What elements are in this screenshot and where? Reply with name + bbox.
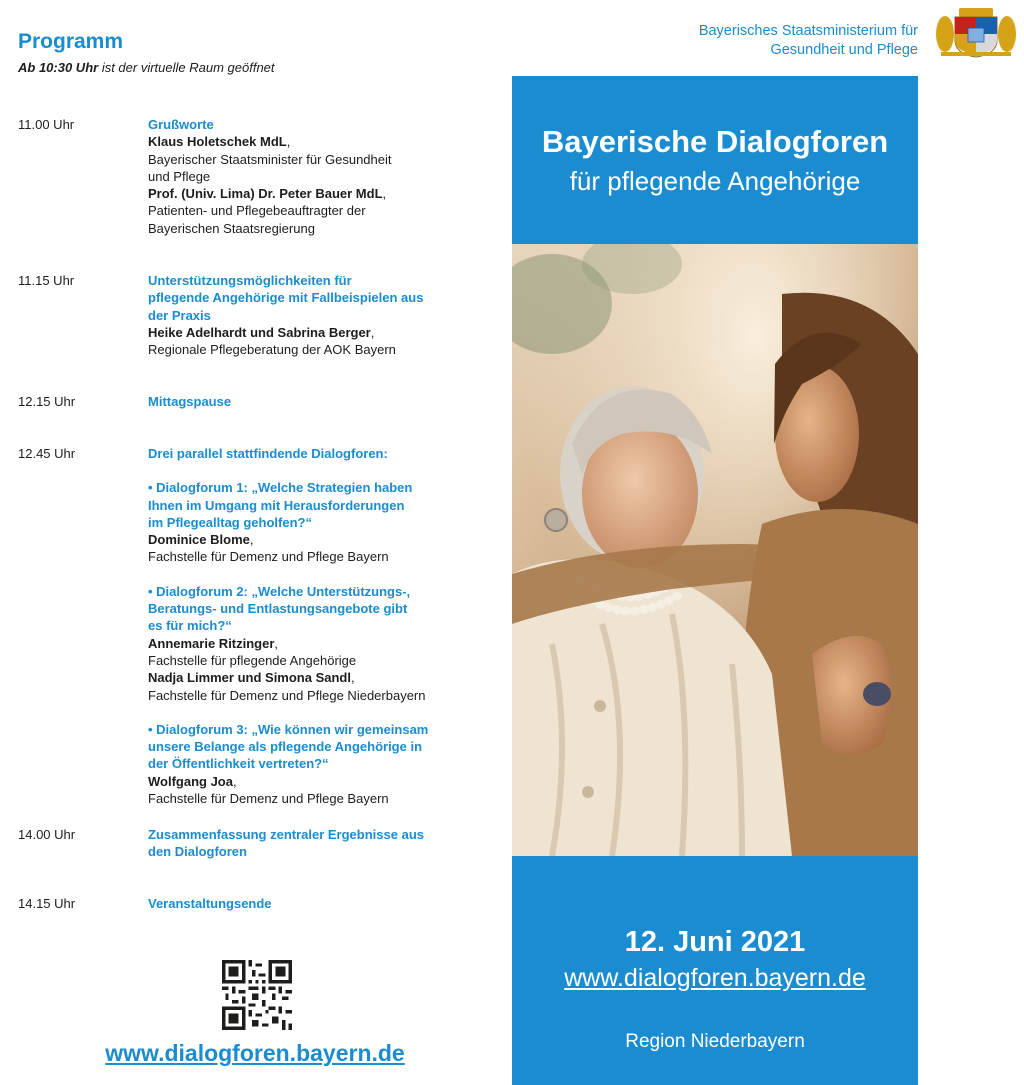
speaker-name: Wolfgang Joa [148, 773, 233, 789]
speaker-role: Bayerischen Staatsregierung [148, 220, 315, 236]
speaker-role: und Pflege [148, 168, 211, 184]
forum-title: Ihnen im Umgang mit Herausforderungen [148, 497, 405, 513]
bavarian-coat-of-arms-icon [933, 6, 1019, 58]
item-title: Grußworte [148, 117, 214, 132]
panel-title: Bayerische Dialogforen [541, 124, 889, 159]
time-label: 12.45 Uhr [18, 446, 76, 461]
speaker-role: Fachstelle für Demenz und Pflege Niederbayern [148, 687, 426, 703]
speaker-name: Heike Adelhardt und Sabrina Berger [148, 324, 371, 340]
panel-link[interactable]: www.dialogforen.bayern.de [564, 964, 866, 992]
speaker-name: Annemarie Ritzinger [148, 635, 275, 651]
footer-link[interactable]: www.dialogforen.bayern.de [105, 1040, 405, 1066]
item-title: der Praxis [148, 307, 211, 323]
event-date: 12. Juni 2021 [624, 926, 806, 958]
forum-title: der Öffentlichkeit vertreten?“ [148, 756, 329, 772]
speaker-role: Fachstelle für Demenz und Pflege Bayern [148, 791, 389, 807]
item-title: den Dialogforen [148, 844, 247, 860]
program-subtitle [18, 60, 275, 75]
ministry-line: Bayerisches Staatsministerium für [698, 23, 918, 39]
item-title: Veranstaltungsende [148, 896, 272, 911]
opening-time: Ab 10:30 Uhr [18, 60, 99, 75]
caregiver-photo [512, 244, 918, 856]
speaker-name: Dominice Blome [148, 532, 250, 548]
item-title: pflegende Angehörige mit Fallbeispielen aus [148, 290, 424, 306]
date-panel [512, 856, 918, 1085]
program-title: Programm [18, 30, 124, 53]
speaker-name: Nadja Limmer und Simona Sandl [148, 670, 351, 686]
item-title: Unterstützungsmöglichkeiten für [148, 273, 352, 288]
title-panel [512, 76, 918, 244]
forum-title: unsere Belange als pflegende Angehörige in [148, 739, 423, 755]
forum-title: • Dialogforum 2: „Welche Unterstützungs-, [148, 583, 411, 599]
speaker-name: Prof. (Univ. Lima) Dr. Peter Bauer MdL [148, 186, 383, 202]
forum-title: im Pflegealltag geholfen?“ [148, 514, 312, 530]
speaker-role: Regionale Pflegeberatung der AOK Bayern [148, 342, 396, 358]
item-content [148, 895, 478, 912]
time-label: 14.15 Uhr [18, 896, 76, 911]
time-label: 12.15 Uhr [18, 394, 76, 409]
speaker-role: Patienten- und Pflegebeauftragter der [148, 203, 366, 219]
time-label: 14.00 Uhr [18, 827, 76, 842]
forum-title: • Dialogforum 1: „Welche Strategien haben [148, 480, 413, 496]
ministry-line: Gesundheit und Pflege [770, 42, 918, 58]
item-title: Mittagspause [148, 394, 232, 409]
time-label: 11.15 Uhr [18, 273, 75, 288]
item-content: Grußworte Klaus Holetschek MdL, Bayerischer Staatsminister für Gesundheit und Pflege Prof. (Univ. Lima) Dr. Peter Bauer MdL, Patienten- und Pflegebeauftragter der Bayerischen Staatsregierung [148, 116, 478, 237]
item-content: Drei parallel stattfindende Dialogforen: • Dialogforum 1: „Welche Strategien haben Ihnen im Umgang mit Herausforderungen im Pflegealltag geholfen?“ Dominice Blome, Fachstelle für Demenz und Pflege Bayern • Dialogforum 2: „Welche Unterstützungs-, Beratungs- und Entlastungsangebote gibt es für mich?“ Annemarie Ritzinger, Fachstelle für pflegende Angehörige Nadja Limmer und Simona Sandl, Fachstelle für Demenz und Pflege Niederbayern • Dialogforum 3: „Wie können wir gemeinsam unsere Belange als pflegende Angehörige in der Öffentlichkeit vertreten?“ Wolfgang Joa, Fachstelle für Demenz und Pflege Bayern [148, 445, 478, 807]
speaker-role: Fachstelle für Demenz und Pflege Bayern [148, 549, 389, 565]
item-content [148, 826, 478, 861]
forum-title: es für mich?“ [148, 618, 232, 634]
speaker-role: Fachstelle für pflegende Angehörige [148, 652, 357, 668]
speaker-name: Klaus Holetschek MdL [148, 134, 287, 150]
item-title: Drei parallel stattfindende Dialogforen: [148, 446, 388, 461]
qr-code-icon[interactable] [222, 960, 292, 1030]
speaker-role: Bayerischer Staatsminister für Gesundheit [148, 151, 392, 167]
event-region: Region Niederbayern [625, 1031, 805, 1052]
forum-title: Beratungs- und Entlastungsangebote gibt [148, 601, 408, 617]
forum-title: • Dialogforum 3: „Wie können wir gemeinsam [148, 721, 429, 737]
item-content: Unterstützungsmöglichkeiten für pflegende Angehörige mit Fallbeispielen aus der Praxis Heike Adelhardt und Sabrina Berger, Regionale Pflegeberatung der AOK Bayern [148, 272, 478, 358]
ministry-name [699, 22, 918, 60]
time-label: 11.00 Uhr [18, 117, 75, 132]
opening-text: ist der virtuelle Raum geöffnet [98, 60, 275, 75]
item-content [148, 393, 478, 410]
item-title: Zusammenfassung zentraler Ergebnisse aus [148, 827, 424, 842]
panel-subtitle: für pflegende Angehörige [569, 166, 861, 196]
